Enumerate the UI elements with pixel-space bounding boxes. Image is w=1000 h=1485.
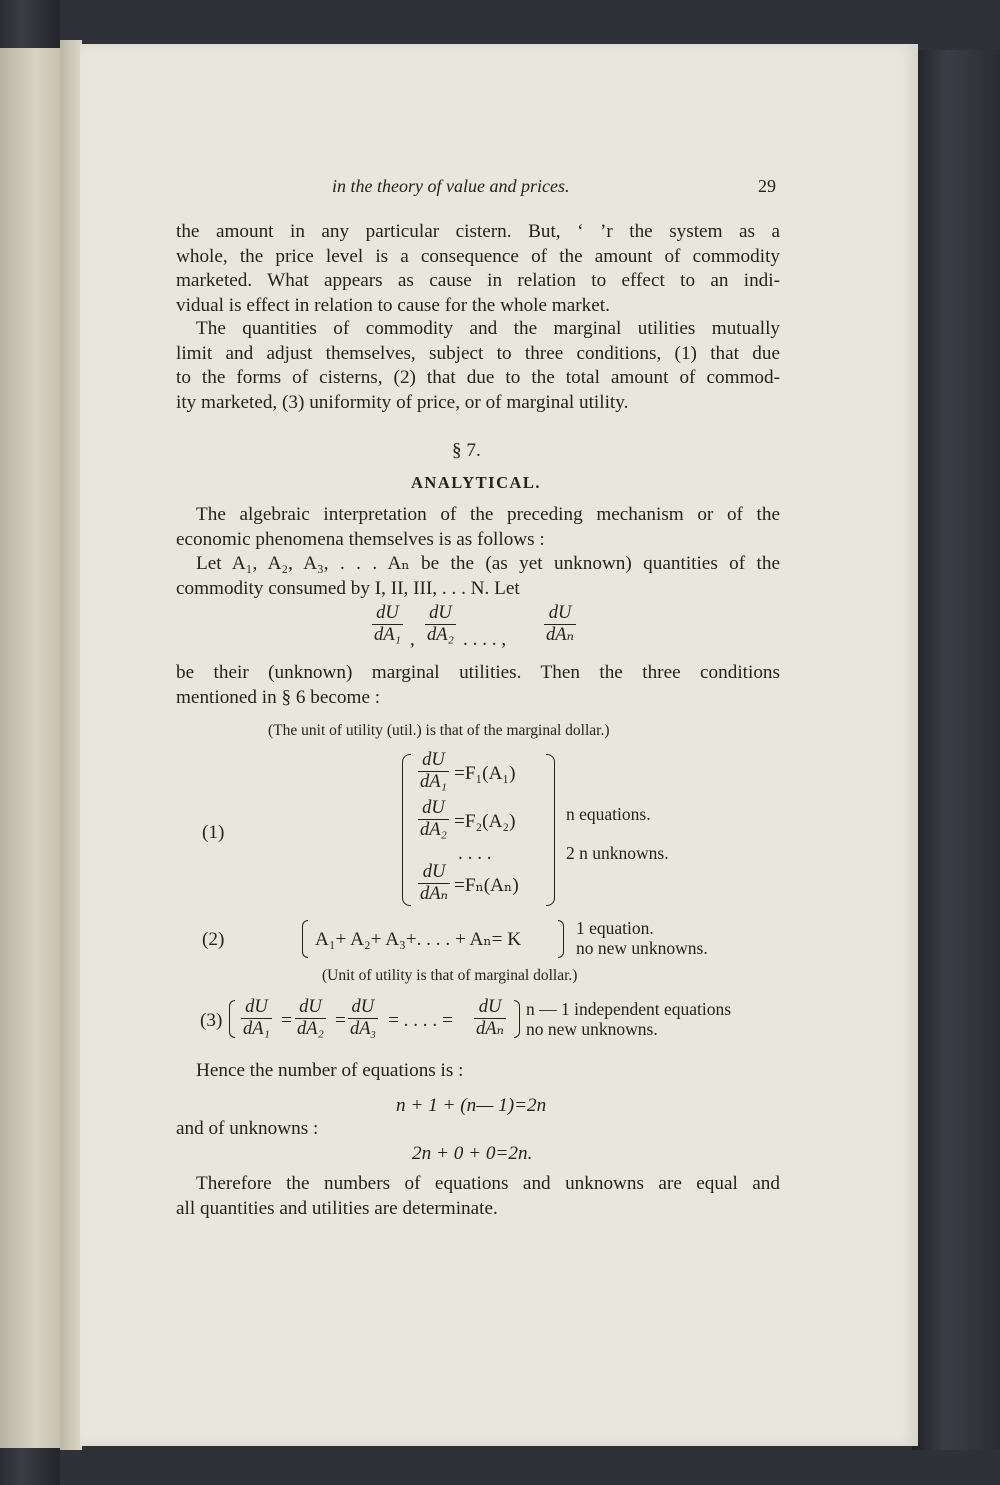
- equals-sign: =: [281, 1010, 292, 1031]
- right-brace: [514, 1000, 520, 1038]
- fraction-du-dan: dU dAₙ: [476, 997, 505, 1039]
- paragraph-5: [176, 661, 780, 710]
- left-brace: [402, 754, 411, 906]
- fraction-du-da2: $\frac{dU}{\text{dA₂}}$: [420, 798, 447, 840]
- fraction-du-dan: dU dAₙ: [546, 603, 575, 645]
- equation-label-3: (3): [200, 1010, 223, 1031]
- paragraph-conclusion: [176, 1172, 780, 1221]
- running-title: in the theory of value and prices.: [332, 176, 570, 196]
- text-line: marketed. What appears as cause in relation to effect to an indi-: [176, 270, 780, 291]
- fraction-du-dan: dU dAₙ: [420, 862, 449, 904]
- unit-note: (The unit of utility (util.) is that of the marginal dollar.): [268, 722, 610, 739]
- text-line: the amount in any particular cistern. But, ‘ ’r the system as a: [176, 221, 780, 242]
- text-line: commodity consumed by I, II, III, . . . N. Let: [176, 577, 520, 599]
- paragraph-3: [176, 503, 780, 552]
- right-brace: [558, 920, 564, 958]
- text-line: Let A₁, A₂, A₃, . . . Aₙ be the (as yet unknown) quantities of the: [196, 553, 780, 574]
- text-line: The quantities of commodity and the marginal utilities mutually: [196, 318, 780, 339]
- hence-line: Hence the number of equations is :: [196, 1060, 464, 1081]
- text-line: economic phenomena themselves is as follows :: [176, 528, 545, 550]
- fraction-du-da2: $\frac{dU}{\text{dA₂}}$: [427, 603, 454, 645]
- left-brace: [229, 1000, 235, 1038]
- count-unknowns: 2n + 0 + 0=2n.: [412, 1143, 533, 1164]
- page-number: 29: [758, 176, 776, 196]
- equation-rhs: =F₁(A₁): [454, 763, 516, 784]
- paragraph-4: [176, 552, 780, 601]
- fraction-du-da3: $\frac{dU}{dA_3}$: [350, 997, 376, 1041]
- equation-rhs: =Fₙ(Aₙ): [454, 875, 519, 896]
- text-line: vidual is effect in relation to cause for the whole market.: [176, 294, 610, 316]
- right-brace: [546, 754, 555, 906]
- text-line: mentioned in § 6 become :: [176, 686, 381, 708]
- book-page: [80, 44, 918, 1446]
- text-line: ity marketed, (3) uniformity of price, or of marginal utility.: [176, 391, 629, 413]
- count-equations: n + 1 + (n— 1)=2n: [396, 1095, 547, 1116]
- section-title: ANALYTICAL.: [411, 473, 542, 492]
- left-page-edge: [0, 48, 60, 1448]
- annotation-no-new-unknowns: no new unknowns.: [526, 1019, 658, 1039]
- text-line: whole, the price level is a consequence of the amount of commodity: [176, 245, 780, 267]
- fraction-du-da1: $\frac{dU}{\text{dA₁}}$: [243, 997, 270, 1039]
- annotation-2n-unknowns: 2 n unknowns.: [566, 843, 669, 863]
- unknowns-line: and of unknowns :: [176, 1118, 319, 1139]
- book-cover-right: [912, 50, 1000, 1450]
- text-line: The algebraic interpretation of the preceding mechanism or of the: [196, 504, 780, 525]
- ellipsis: . . . .: [458, 843, 492, 864]
- page-gutter: [60, 40, 82, 1450]
- unit-note: (Unit of utility is that of marginal dollar.): [322, 967, 578, 984]
- paragraph-2: [176, 317, 780, 415]
- paragraph-1: [176, 220, 780, 318]
- fraction-du-da1: $\frac{dU}{\text{dA₁}}$: [374, 603, 401, 645]
- text-line: all quantities and utilities are determinate.: [176, 1197, 498, 1219]
- text-line: Therefore the numbers of equations and unknowns are equal and: [196, 1173, 780, 1194]
- text-line: to the forms of cisterns, (2) that due to the total amount of commod-: [176, 367, 780, 388]
- comma: ,: [410, 629, 415, 650]
- ellipsis: = . . . . =: [388, 1010, 453, 1031]
- equation-label-1: (1): [202, 822, 225, 843]
- sum-equation: A₁+ A₂+ A₃+. . . . + Aₙ= K: [315, 929, 522, 950]
- equation-rhs: =F₂(A₂): [454, 811, 516, 832]
- text-line: be their (unknown) marginal utilities. Then the three conditions: [176, 662, 780, 683]
- equation-label-2: (2): [202, 929, 225, 950]
- fraction-du-da1: $\frac{dU}{\text{dA₁}}$: [420, 750, 447, 792]
- left-brace: [302, 920, 308, 958]
- equals-sign: =: [335, 1010, 346, 1031]
- annotation-independent-equations: n — 1 independent equations: [526, 999, 732, 1019]
- annotation-n-equations: n equations.: [566, 804, 651, 824]
- annotation-no-new-unknowns: no new unknowns.: [576, 938, 708, 958]
- fraction-du-da2: $\frac{dU}{\text{dA₂}}$: [297, 997, 324, 1039]
- ellipsis: . . . . ,: [463, 629, 507, 650]
- denominator-da3: $dA_3$: [350, 1019, 376, 1041]
- section-number: § 7.: [452, 440, 481, 461]
- annotation-1-equation: 1 equation.: [576, 918, 654, 938]
- text-line: limit and adjust themselves, subject to three conditions, (1) that due: [176, 342, 780, 364]
